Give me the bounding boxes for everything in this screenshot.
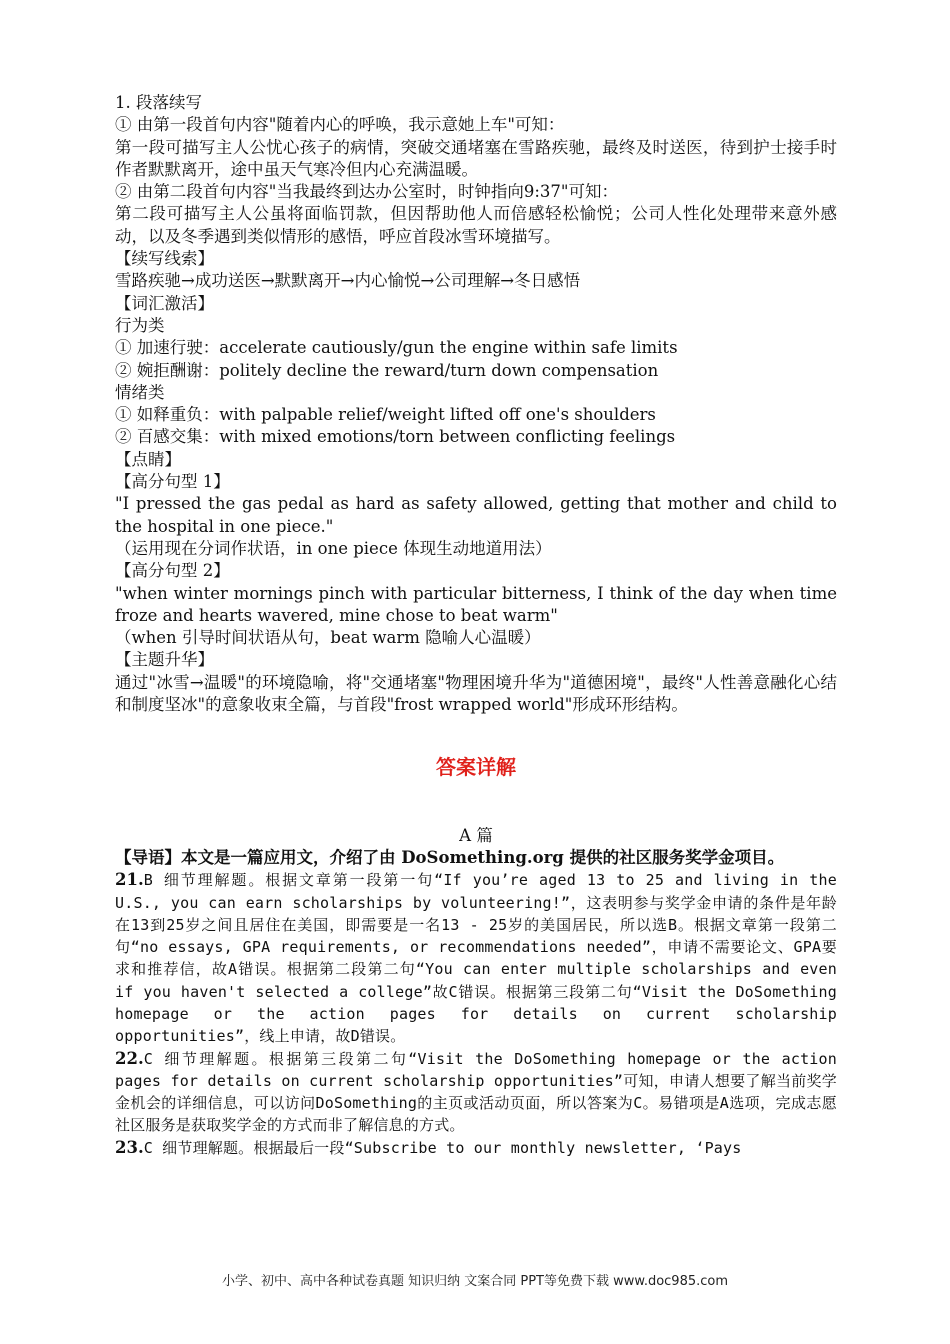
question-explanation: B 细节理解题。根据文章第一段第一句“If you’re aged 13 to 25 and living in the U.S., you can earn scholarships by volunteering!”，这表明参与奖学金申请的条件是年龄在13到25岁之间且居住在美国，即需要是一名13 - 25岁的美国居民，所以选B。根据文章第一段第二句“no essays, GPA requirements, or recommendations needed”，申请不需要论文、GPA要求和推荐信，故A错误。根据第二段第二句“You can enter multiple scholarships and even if you haven't selected a college”故C错误。根据第三段第二句“Visit the DoSomething homepage or the action pages for details on current scholarship opportunities”，线上申请，故D错误。 [115,871,837,1046]
paragraph-line: 【主题升华】 [115,650,214,670]
passage-label: A 篇 [459,825,493,845]
paragraph-line: （when 引导时间状语从句，beat warm 隐喻人心温暖） [115,628,541,648]
paragraph-line: ② 由第二段首句内容"当我最终到达办公室时，时钟指向9:37"可知： [115,182,618,202]
paragraph-line: 【高分句型 1】 [115,472,230,492]
paragraph-line: 【高分句型 2】 [115,561,230,581]
paragraph-line: （运用现在分词作状语，in one piece 体现生动地道用法） [115,538,552,558]
paragraph-line: ② 婉拒酬谢：politely decline the reward/turn down compensation [115,360,659,380]
paragraph-line: 雪路疾驰→成功送医→默默离开→内心愉悦→公司理解→冬日感悟 [115,271,581,291]
paragraph-line: 第二段可描写主人公虽将面临罚款，但因帮助他人而倍感轻松愉悦；公司人性化处理带来意外感动，以及冬季遇到类似情形的感悟，呼应首段冰雪环境描写。 [115,204,837,246]
question-number: 23. [115,1137,144,1157]
document-page [115,92,837,1159]
paragraph-line: 通过"冰雪→温暖"的环境隐喻，将"交通堵塞"物理困境升华为"道德困境"，最终"人性善意融化心结和制度坚冰"的意象收束全篇，与首段"frost wrapped world"形成环形结构。 [115,672,837,715]
paragraph-line: 【词汇激活】 [115,293,214,313]
paragraph-line: 【续写线索】 [115,249,214,269]
question-23 [115,1137,837,1159]
paragraph-line: ① 由第一段首句内容"随着内心的呼唤，我示意她上车"可知： [115,115,565,135]
question-explanation: C 细节理解题。根据最后一段“Subscribe to our monthly newsletter, ‘Pays [143,1138,742,1157]
question-number: 21. [115,870,144,890]
question-22 [115,1048,837,1137]
paragraph-line: ① 如释重负：with palpable relief/weight lifted off one's shoulders [115,405,656,425]
paragraph-line: ① 加速行驶：accelerate cautiously/gun the engine within safe limits [115,338,678,358]
paragraph-line: ② 百感交集：with mixed emotions/torn between conflicting feelings [115,427,676,447]
paragraph-line: 第一段可描写主人公忧心孩子的病情，突破交通堵塞在雪路疾驰，最终及时送医，待到护士接手时作者默默离开，途中虽天气寒冷但内心充满温暖。 [115,137,837,179]
question-explanation: C 细节理解题。根据第三段第二句“Visit the DoSomething homepage or the action pages for details on current scholarship opportunities”可知，申请人想要了解当前奖学金机会的详细信息，可以访问DoSomething的主页或活动页面，所以答案为C。易错项是A选项，完成志愿社区服务是获取奖学金的方式而非了解信息的方式。 [115,1049,837,1135]
answer-heading: 答案详解 [436,755,516,780]
question-21 [115,869,837,1047]
paragraph-line: 行为类 [115,315,165,335]
question-number: 22. [115,1048,144,1068]
paragraph-line: 【点睛】 [115,449,181,469]
paragraph-line: 情绪类 [115,382,165,402]
intro-paragraph: 【导语】本文是一篇应用文，介绍了由 DoSomething.org 提供的社区服务奖学金项目。 [115,847,785,867]
footer-text: 小学、初中、高中各种试卷真题 知识归纳 文案合同 PPT等免费下载 www.doc985.com [221,1274,729,1289]
paragraph-line: "I pressed the gas pedal as hard as safety allowed, getting that mother and child to the hospital in one piece." [115,494,837,536]
section-title: 1. 段落续写 [115,93,202,112]
paragraph-line: "when winter mornings pinch with particular bitterness, I think of the day when time froze and hearts wavered, mine chose to beat warm" [115,583,837,625]
